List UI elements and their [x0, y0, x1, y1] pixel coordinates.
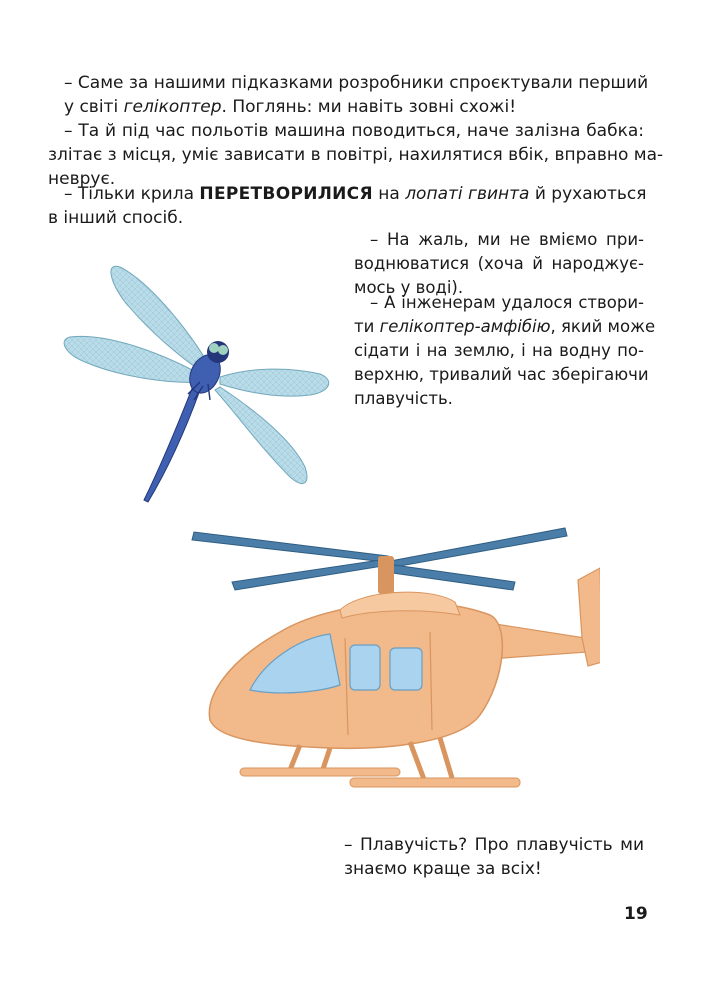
dragonfly-abdomen	[144, 386, 200, 502]
dragonfly-illustration	[60, 262, 340, 512]
rotor-blade-3	[232, 560, 383, 590]
paragraph-5-line-5: плавучість.	[354, 389, 453, 408]
paragraph-2-line-3: неврує.	[48, 169, 116, 189]
rotor-blades-term: лопаті гвинта	[405, 184, 530, 204]
paragraph-1-line-2	[64, 95, 644, 119]
paragraph-4-line-3: мось у воді).	[354, 278, 464, 297]
paragraph-3-line-2: в інший спосіб.	[48, 208, 184, 228]
text-run: на	[372, 184, 406, 204]
paragraph-5-line-3: сідати і на землю, і на водну по-	[354, 341, 644, 360]
page-number: 19	[624, 904, 648, 924]
paragraph-6-line-2: знаємо краще за всіх!	[344, 859, 542, 879]
text-run: ти	[354, 317, 380, 336]
paragraph-4-line-1: – На жаль, ми не вміємо при-	[370, 230, 644, 249]
helicopter-term: гелікоптер	[123, 97, 222, 117]
text-run: у світі	[64, 97, 124, 117]
side-window-1	[350, 645, 380, 690]
paragraph-1-line-1: – Саме за нашими підказками розробники спроєктували перший	[64, 73, 649, 93]
text-run: . Поглянь: ми навіть зовні схожі!	[221, 97, 517, 117]
left-skid	[240, 768, 400, 776]
right-skid	[350, 778, 520, 787]
paragraph-5-line-2	[354, 315, 656, 339]
paragraph-6-line-1: – Плавучість? Про плавучість ми	[344, 835, 644, 855]
text-run: , який може	[550, 317, 656, 336]
transformed-keyword: ПЕРЕТВОРИЛИСЯ	[199, 184, 373, 204]
paragraph-2-line-2: злітає з місця, уміє зависати в повітрі, нахилятися вбік, вправно ма-	[48, 145, 664, 165]
paragraph-3-line-1	[64, 182, 647, 206]
paragraph-5	[354, 291, 656, 411]
paragraph-6	[344, 833, 644, 881]
paragraph-1	[64, 71, 649, 119]
paragraph-4-line-2: воднюватися (хоча й народжує-	[354, 254, 644, 273]
rotor-mast	[378, 556, 394, 594]
paragraph-3	[48, 182, 647, 230]
side-window-2	[390, 648, 422, 690]
amphibious-helicopter-term: гелікоптер-амфібію	[379, 317, 551, 336]
paragraph-2	[48, 119, 664, 191]
helicopter-illustration	[190, 520, 600, 820]
paragraph-5-line-1: – А інженерам удалося створи-	[370, 293, 644, 312]
paragraph-2-line-1: – Та й під час польотів машина поводиться, наче залізна бабка:	[64, 121, 644, 141]
text-run: – Тільки крила	[64, 184, 200, 204]
paragraph-5-line-4: верхню, тривалий час зберігаючи	[354, 365, 649, 384]
paragraph-4	[354, 228, 644, 300]
rotor-blade-1	[192, 532, 388, 562]
text-run: й рухаються	[529, 184, 647, 204]
rotor-blade-4	[385, 564, 515, 590]
rotor-blade-2	[385, 528, 567, 568]
